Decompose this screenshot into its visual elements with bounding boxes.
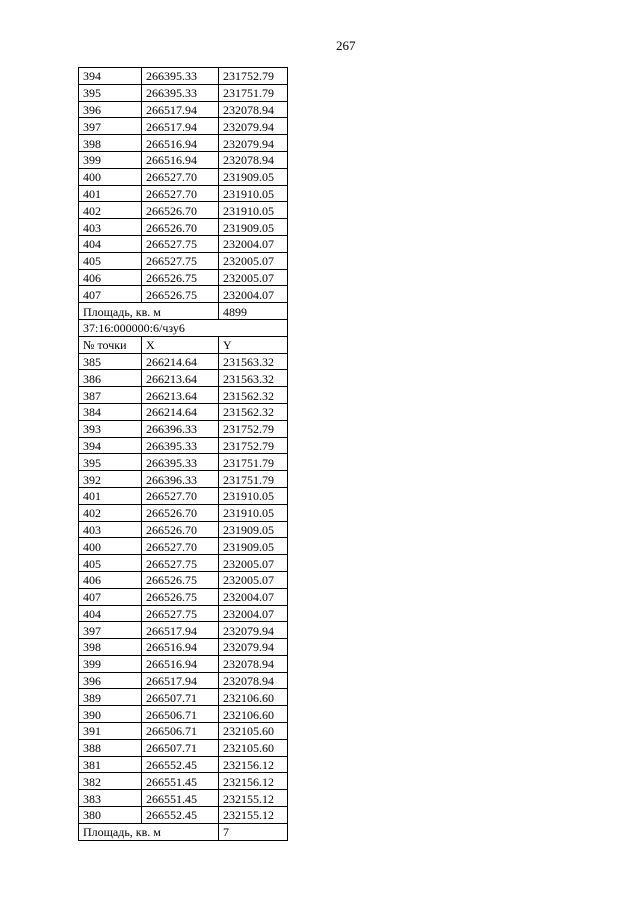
- point-number-cell: 383: [79, 790, 142, 807]
- x-coordinate-cell: 266396.33: [142, 420, 219, 437]
- point-number-cell: 399: [79, 151, 142, 168]
- y-coordinate-cell: 232079.94: [219, 639, 288, 656]
- x-coordinate-cell: 266526.70: [142, 219, 219, 236]
- coordinates-table-body: [79, 68, 288, 841]
- y-coordinate-cell: 232106.60: [219, 689, 288, 706]
- x-coordinate-cell: 266527.70: [142, 168, 219, 185]
- table-row: [79, 84, 288, 101]
- x-coordinate-cell: 266527.70: [142, 185, 219, 202]
- table-row: [79, 235, 288, 252]
- point-number-cell: 403: [79, 219, 142, 236]
- y-coordinate-cell: 231909.05: [219, 538, 288, 555]
- coordinates-table: [78, 67, 288, 841]
- y-coordinate-cell: 231752.79: [219, 437, 288, 454]
- table-row: [79, 605, 288, 622]
- header-y: Y: [219, 336, 288, 353]
- table-row: [79, 252, 288, 269]
- x-coordinate-cell: 266527.75: [142, 555, 219, 572]
- point-number-cell: 406: [79, 571, 142, 588]
- x-coordinate-cell: 266396.33: [142, 471, 219, 488]
- point-number-cell: 395: [79, 84, 142, 101]
- area-row: [79, 303, 288, 320]
- x-coordinate-cell: 266214.64: [142, 353, 219, 370]
- table-row: [79, 202, 288, 219]
- y-coordinate-cell: 232005.07: [219, 555, 288, 572]
- table-row: [79, 588, 288, 605]
- x-coordinate-cell: 266517.94: [142, 622, 219, 639]
- x-coordinate-cell: 266507.71: [142, 739, 219, 756]
- y-coordinate-cell: 232078.94: [219, 101, 288, 118]
- x-coordinate-cell: 266516.94: [142, 135, 219, 152]
- y-coordinate-cell: 232155.12: [219, 807, 288, 824]
- table-row: [79, 269, 288, 286]
- point-number-cell: 404: [79, 605, 142, 622]
- point-number-cell: 401: [79, 487, 142, 504]
- x-coordinate-cell: 266526.75: [142, 571, 219, 588]
- x-coordinate-cell: 266526.75: [142, 269, 219, 286]
- x-coordinate-cell: 266527.70: [142, 487, 219, 504]
- y-coordinate-cell: 231909.05: [219, 521, 288, 538]
- y-coordinate-cell: 232155.12: [219, 790, 288, 807]
- x-coordinate-cell: 266552.45: [142, 756, 219, 773]
- x-coordinate-cell: 266507.71: [142, 689, 219, 706]
- table-row: [79, 622, 288, 639]
- point-number-cell: 404: [79, 235, 142, 252]
- table-row: [79, 387, 288, 404]
- point-number-cell: 390: [79, 706, 142, 723]
- x-coordinate-cell: 266516.94: [142, 639, 219, 656]
- x-coordinate-cell: 266395.33: [142, 454, 219, 471]
- y-coordinate-cell: 231910.05: [219, 487, 288, 504]
- point-number-cell: 398: [79, 135, 142, 152]
- point-number-cell: 397: [79, 118, 142, 135]
- point-number-cell: 402: [79, 504, 142, 521]
- table-row: [79, 168, 288, 185]
- y-coordinate-cell: 232079.94: [219, 118, 288, 135]
- table-row: [79, 135, 288, 152]
- x-coordinate-cell: 266516.94: [142, 151, 219, 168]
- x-coordinate-cell: 266506.71: [142, 706, 219, 723]
- y-coordinate-cell: 232079.94: [219, 135, 288, 152]
- point-number-cell: 389: [79, 689, 142, 706]
- table-row: [79, 655, 288, 672]
- table-row: [79, 790, 288, 807]
- point-number-cell: 388: [79, 739, 142, 756]
- table-row: [79, 185, 288, 202]
- y-coordinate-cell: 232156.12: [219, 756, 288, 773]
- area-row: [79, 823, 288, 840]
- y-coordinate-cell: 231910.05: [219, 504, 288, 521]
- x-coordinate-cell: 266527.75: [142, 252, 219, 269]
- x-coordinate-cell: 266527.75: [142, 605, 219, 622]
- y-coordinate-cell: 232105.60: [219, 723, 288, 740]
- point-number-cell: 407: [79, 286, 142, 303]
- y-coordinate-cell: 231751.79: [219, 84, 288, 101]
- table-row: [79, 521, 288, 538]
- table-row: [79, 219, 288, 236]
- y-coordinate-cell: 231910.05: [219, 185, 288, 202]
- table-row: [79, 403, 288, 420]
- table-row: [79, 437, 288, 454]
- parcel-id-cell: 37:16:000000:6/чзу6: [79, 319, 288, 336]
- y-coordinate-cell: 231909.05: [219, 168, 288, 185]
- point-number-cell: 395: [79, 454, 142, 471]
- y-coordinate-cell: 232156.12: [219, 773, 288, 790]
- point-number-cell: 405: [79, 252, 142, 269]
- point-number-cell: 385: [79, 353, 142, 370]
- table-row: [79, 689, 288, 706]
- point-number-cell: 393: [79, 420, 142, 437]
- table-row: [79, 68, 288, 85]
- table-row: [79, 672, 288, 689]
- y-coordinate-cell: 232004.07: [219, 605, 288, 622]
- table-row: [79, 487, 288, 504]
- y-coordinate-cell: 232005.07: [219, 269, 288, 286]
- point-number-cell: 397: [79, 622, 142, 639]
- point-number-cell: 381: [79, 756, 142, 773]
- point-number-cell: 398: [79, 639, 142, 656]
- table-row: [79, 504, 288, 521]
- area-value-cell: 7: [219, 823, 288, 840]
- x-coordinate-cell: 266517.94: [142, 101, 219, 118]
- parcel-id-row: [79, 319, 288, 336]
- x-coordinate-cell: 266213.64: [142, 387, 219, 404]
- table-row: [79, 420, 288, 437]
- point-number-cell: 402: [79, 202, 142, 219]
- point-number-cell: 399: [79, 655, 142, 672]
- x-coordinate-cell: 266527.70: [142, 538, 219, 555]
- table-row: [79, 807, 288, 824]
- point-number-cell: 394: [79, 68, 142, 85]
- table-row: [79, 555, 288, 572]
- area-value-cell: 4899: [219, 303, 288, 320]
- x-coordinate-cell: 266526.70: [142, 521, 219, 538]
- point-number-cell: 400: [79, 168, 142, 185]
- header-point-number: № точки: [79, 336, 142, 353]
- y-coordinate-cell: 231752.79: [219, 68, 288, 85]
- point-number-cell: 400: [79, 538, 142, 555]
- y-coordinate-cell: 231752.79: [219, 420, 288, 437]
- table-row: [79, 639, 288, 656]
- x-coordinate-cell: 266395.33: [142, 437, 219, 454]
- header-row: [79, 336, 288, 353]
- table-row: [79, 454, 288, 471]
- table-row: [79, 571, 288, 588]
- x-coordinate-cell: 266526.75: [142, 286, 219, 303]
- point-number-cell: 406: [79, 269, 142, 286]
- x-coordinate-cell: 266527.75: [142, 235, 219, 252]
- x-coordinate-cell: 266551.45: [142, 773, 219, 790]
- table-row: [79, 538, 288, 555]
- y-coordinate-cell: 232078.94: [219, 151, 288, 168]
- y-coordinate-cell: 232005.07: [219, 571, 288, 588]
- point-number-cell: 392: [79, 471, 142, 488]
- x-coordinate-cell: 266517.94: [142, 118, 219, 135]
- x-coordinate-cell: 266395.33: [142, 84, 219, 101]
- y-coordinate-cell: 231563.32: [219, 353, 288, 370]
- page-number: 267: [336, 38, 356, 53]
- y-coordinate-cell: 231562.32: [219, 403, 288, 420]
- x-coordinate-cell: 266395.33: [142, 68, 219, 85]
- y-coordinate-cell: 231751.79: [219, 454, 288, 471]
- y-coordinate-cell: 232005.07: [219, 252, 288, 269]
- y-coordinate-cell: 232078.94: [219, 655, 288, 672]
- y-coordinate-cell: 231563.32: [219, 370, 288, 387]
- x-coordinate-cell: 266506.71: [142, 723, 219, 740]
- table-row: [79, 286, 288, 303]
- table-row: [79, 101, 288, 118]
- table-row: [79, 723, 288, 740]
- y-coordinate-cell: 232004.07: [219, 235, 288, 252]
- y-coordinate-cell: 232079.94: [219, 622, 288, 639]
- y-coordinate-cell: 232078.94: [219, 672, 288, 689]
- point-number-cell: 405: [79, 555, 142, 572]
- table-row: [79, 151, 288, 168]
- point-number-cell: 394: [79, 437, 142, 454]
- header-x: X: [142, 336, 219, 353]
- x-coordinate-cell: 266517.94: [142, 672, 219, 689]
- point-number-cell: 380: [79, 807, 142, 824]
- point-number-cell: 396: [79, 672, 142, 689]
- y-coordinate-cell: 231910.05: [219, 202, 288, 219]
- table-row: [79, 756, 288, 773]
- y-coordinate-cell: 232105.60: [219, 739, 288, 756]
- table-row: [79, 706, 288, 723]
- y-coordinate-cell: 232004.07: [219, 286, 288, 303]
- point-number-cell: 401: [79, 185, 142, 202]
- x-coordinate-cell: 266214.64: [142, 403, 219, 420]
- point-number-cell: 382: [79, 773, 142, 790]
- y-coordinate-cell: 231751.79: [219, 471, 288, 488]
- point-number-cell: 391: [79, 723, 142, 740]
- table-row: [79, 118, 288, 135]
- point-number-cell: 396: [79, 101, 142, 118]
- table-row: [79, 370, 288, 387]
- table-row: [79, 353, 288, 370]
- y-coordinate-cell: 232106.60: [219, 706, 288, 723]
- table-row: [79, 739, 288, 756]
- point-number-cell: 384: [79, 403, 142, 420]
- y-coordinate-cell: 232004.07: [219, 588, 288, 605]
- area-label-cell: Площадь, кв. м: [79, 303, 219, 320]
- x-coordinate-cell: 266526.70: [142, 202, 219, 219]
- y-coordinate-cell: 231562.32: [219, 387, 288, 404]
- point-number-cell: 387: [79, 387, 142, 404]
- x-coordinate-cell: 266526.75: [142, 588, 219, 605]
- table-row: [79, 471, 288, 488]
- x-coordinate-cell: 266552.45: [142, 807, 219, 824]
- point-number-cell: 386: [79, 370, 142, 387]
- x-coordinate-cell: 266551.45: [142, 790, 219, 807]
- table-row: [79, 773, 288, 790]
- area-label-cell: Площадь, кв. м: [79, 823, 219, 840]
- x-coordinate-cell: 266516.94: [142, 655, 219, 672]
- y-coordinate-cell: 231909.05: [219, 219, 288, 236]
- point-number-cell: 407: [79, 588, 142, 605]
- x-coordinate-cell: 266526.70: [142, 504, 219, 521]
- x-coordinate-cell: 266213.64: [142, 370, 219, 387]
- point-number-cell: 403: [79, 521, 142, 538]
